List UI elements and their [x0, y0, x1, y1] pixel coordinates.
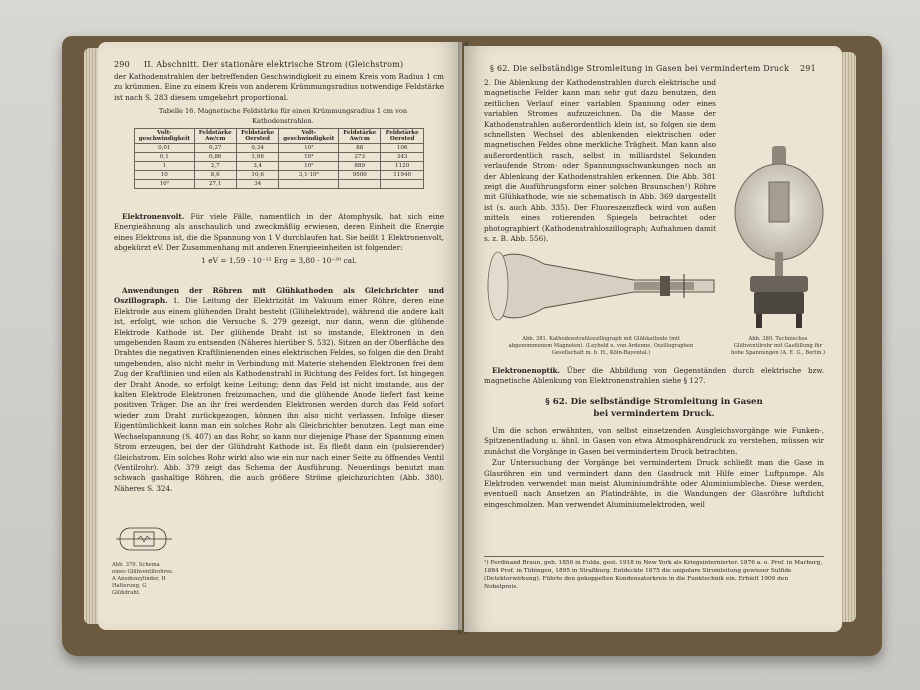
- table-row: 0,1 0,86 1,06 10⁴ 273 343: [135, 153, 424, 162]
- left-page-number: 290: [114, 60, 130, 69]
- open-book: [62, 36, 882, 656]
- electron-optics-heading: Elektronenoptik.: [492, 366, 561, 375]
- table-header: Volt-geschwindigkeit: [279, 129, 339, 144]
- electron-optics-text: Über die Abbildung von Gegenständen durch elektrische bzw. magnetische Ablenkung von Elektronenstrahlen siehe § 127.: [484, 366, 824, 386]
- applications-heading: Anwendungen der Röhren mit Glühkathoden als Gleichrichter und Oszillograph.: [114, 286, 444, 306]
- right-page-number: 291: [800, 64, 816, 73]
- table-row: 10 8,6 10,6 3,1·10⁶ 9500 11940: [135, 171, 424, 180]
- glow-valve-tube-image: [724, 142, 834, 332]
- electron-optics-paragraph: [484, 366, 824, 388]
- table-row: 10² 27,1 34: [135, 180, 424, 189]
- table-header: Feldstärke Aw/cm: [194, 129, 236, 144]
- table-row: 0,01 0,27 0,34 10³ 88 106: [135, 144, 424, 153]
- ev-text: Für viele Fälle, namentlich in der Atomphysik, hat sich eine Energieähnung als anschaulich und zweckmäßig erwiesen, deren Einheit die Energie eines Elektrons ist, die die Spannung von 1 V durchlaufen hat. Sie heißt 1 Elektronenvolt, abgekürzt eV. Der Zusammenhang mit anderen Energieeinheiten ist folgender:: [114, 212, 444, 253]
- table-header: Feldstärke Aw/cm: [339, 129, 381, 144]
- page-edges-left: [84, 48, 98, 624]
- section-body: [484, 426, 824, 511]
- fig-379-caption: Abb. 379. Schema eines Glühventilrohres. A Anodenzylinder, H Halterung, G Glühdraht.: [112, 562, 174, 596]
- right-running-head: § 62. Die selbständige Stromleitung in Gasen bei vermindertem Druck: [490, 64, 790, 73]
- applications-text: 1. Die Leitung der Elektrizität im Vakuum einer Röhre, deren eine Elektrode aus einem glühenden Draht besteht (Glühelektrode), während die andere kalt ist, erfolgt, wie schon die Versuche S. 279 gezeigt, nur dann, wenn die glühende Elektrode Kathode ist. Der glühende Draht ist so imstande, Elektronen in den umgebenden Raum zu entsenden (Näheres hierüber S. 532). Sitzen an der Oberfläche des Drahtes die negativen Kraftlinienenden eines elektrischen Feldes, so folgen die den Draht umgebenden, also nicht mehr in Verbindung mit Materie stehenden Elektronen frei dem Zug der Kraftlinien und eilen als Kathodenstrahl in Richtung des Feldes fort. Ist hingegen der Draht Anode, so erfolgt keine Leitung; denn das Feld ist nicht imstande, aus der kalten Elektrode Elektronen freizumachen, und die glühende Anode liefert fast keine positiven Träger. Die an ihr frei werdenden Elektronen werden durch das Feld sofort wieder zum Draht zurückgezogen, können ihn also nicht verlassen. Infolge dieser Eigentümlichkeit kann man ein solches Rohr als Gleichrichter benutzen. Legt man eine Wechselspannung (S. 407) an das Rohr, so kann nur diejenige Phase der Spannung einen Strom erzeugen, bei der der Glühdraht Kathode ist. Es fließt dann ein (pulsierender) Gleichstrom. Ein solches Rohr wirkt also wie ein nur nach einer Seite zu öffnendes Ventil (Ventilrohr). Abb. 379 zeigt das Schema der Ausführung. Neuerdings benutzt man schwach gashaltige Röhren, die auch größere Ströme gleichzurichten (Abb. 380). Näheres S. 324.: [114, 296, 444, 493]
- section-title-line-2: bei vermindertem Druck.: [593, 409, 715, 419]
- cathode-ray-oscillograph-image: [484, 244, 724, 328]
- table-header: Volt-geschwindigkeit: [135, 129, 195, 144]
- page-edges-right: [842, 52, 856, 622]
- ev-heading: Elektronenvolt.: [122, 212, 185, 221]
- ev-paragraph: [114, 212, 444, 268]
- table-row: 1 2,7 3,4 10⁵ 889 1120: [135, 162, 424, 171]
- left-intro: der Kathodenstrahlen der betreffenden Geschwindigkeit zu einem Kreis vom Radius 1 cm zu krümmen. Eine zu einem Kreis von anderem Krümmungsradius notwendige Feldstärke ist nach S. 283 diesem umgekehrt proportional.: [114, 72, 444, 102]
- section-title-line-1: § 62. Die selbständige Stromleitung in Gasen: [545, 397, 763, 407]
- fig-381-caption: Abb. 381. Kathodenstrahloszillograph mit Glühkathode (mit abgenommenem Magneten). (Leybold u. von Ardenne, Oszillographen Gesellschaft m. b. H., Köln-Bayental.): [508, 336, 694, 356]
- footnote: ¹) Ferdinand Braun, geb. 1850 in Fulda, gest. 1918 in New York als Kriegsinternierter. 1876 a. o. Prof. in Marburg, 1884 Prof. in Tübingen, 1895 in Straßburg. Entdeckte 1875 die unipolare Stromleitung gewisser Sulfide (Detektorwirkung). Führte den gekoppelten Kondensatorkreis in die Funktechnik ein. Erhielt 1909 den Nobelpreis.: [484, 556, 824, 591]
- table-header: Feldstärke Oersted: [236, 129, 279, 144]
- table-header: Feldstärke Oersted: [381, 129, 424, 144]
- section-body-paragraph-2: Zur Untersuchung der Vorgänge bei vermindertem Druck schließt man die Gase in Glasröhren ein und vermindert dann den Gasdruck mit Hilfe einer Luftpumpe. Als Elektroden verwendet man meist Aluminiumdrähte oder Aluminiumbleche. Diese werden, eventuell nach Ansetzen an Platindrähte, in die Wandungen der Glasröhre luftdicht eingeschmolzen. Man verwendet Aluminiumelektroden, weil: [484, 458, 824, 509]
- field-strength-table: [134, 128, 424, 189]
- left-running-head: II. Abschnitt. Der stationäre elektrische Strom (Gleichstrom): [144, 60, 404, 69]
- applications-paragraph: [114, 286, 444, 495]
- oscillograph-paragraph: 2. Die Ablenkung der Kathodenstrahlen durch elektrische und magnetische Felder kann man sehr gut dazu benutzen, den zeitlichen Verlauf einer variablen Spannung oder eines variablen Stromes aufzuzeichnen. Da die Masse der Kathodenstrahlen außerordentlich klein ist, so folgen sie dem schnellsten Wechsel des ablenkenden elektrischen oder magnetischen Feldes ohne merkliche Trägheit. Man kann also außerordentlich rasch, selbst in milliardstel Sekunden verlaufende Strom- oder Spannungsschwankungen noch an der Ablenkung der Kathodenstrahlen erkennen. Die Abb. 381 zeigt die Ausführungsform einer solchen Braunschen¹) Röhre mit Glühkathode, wie sie schematisch in Abb. 369 dargestellt ist (s. auch Abb. 335). Der Fluoreszenzfleck wird von außen mittels eines rotierenden Spiegels betrachtet oder photographiert (Kathodenstrahloszillograph; Aufnahmen damit s. z. B. Abb. 556).: [484, 78, 716, 244]
- right-page: [464, 46, 842, 632]
- ev-formula: 1 eV = 1,59 · 10⁻¹² Erg = 3,80 · 10⁻²⁰ cal.: [201, 255, 357, 265]
- section-title: [484, 396, 824, 420]
- section-body-paragraph-1: Um die schon erwähnten, von selbst einsetzenden Ausgleichsvorgänge wie Funken-, Spitzenentladung u. ähnl. in Gasen von etwa Atmosphärendruck zu verstehen, müssen wir zunächst die Vorgänge in Gasen bei vermindertem Druck betrachten.: [484, 426, 824, 456]
- left-page: [98, 42, 462, 630]
- valve-tube-schematic: [116, 520, 176, 560]
- table-title: Tabelle 16. Magnetische Feldstärke für einen Krümmungsradius 1 cm von Kathodenstrahlen.: [158, 107, 408, 126]
- fig-380-caption: Abb. 380. Technisches Glühventilrohr mit Gasfüllung für hohe Spannungen (A. E. G., Berlin.): [731, 336, 825, 356]
